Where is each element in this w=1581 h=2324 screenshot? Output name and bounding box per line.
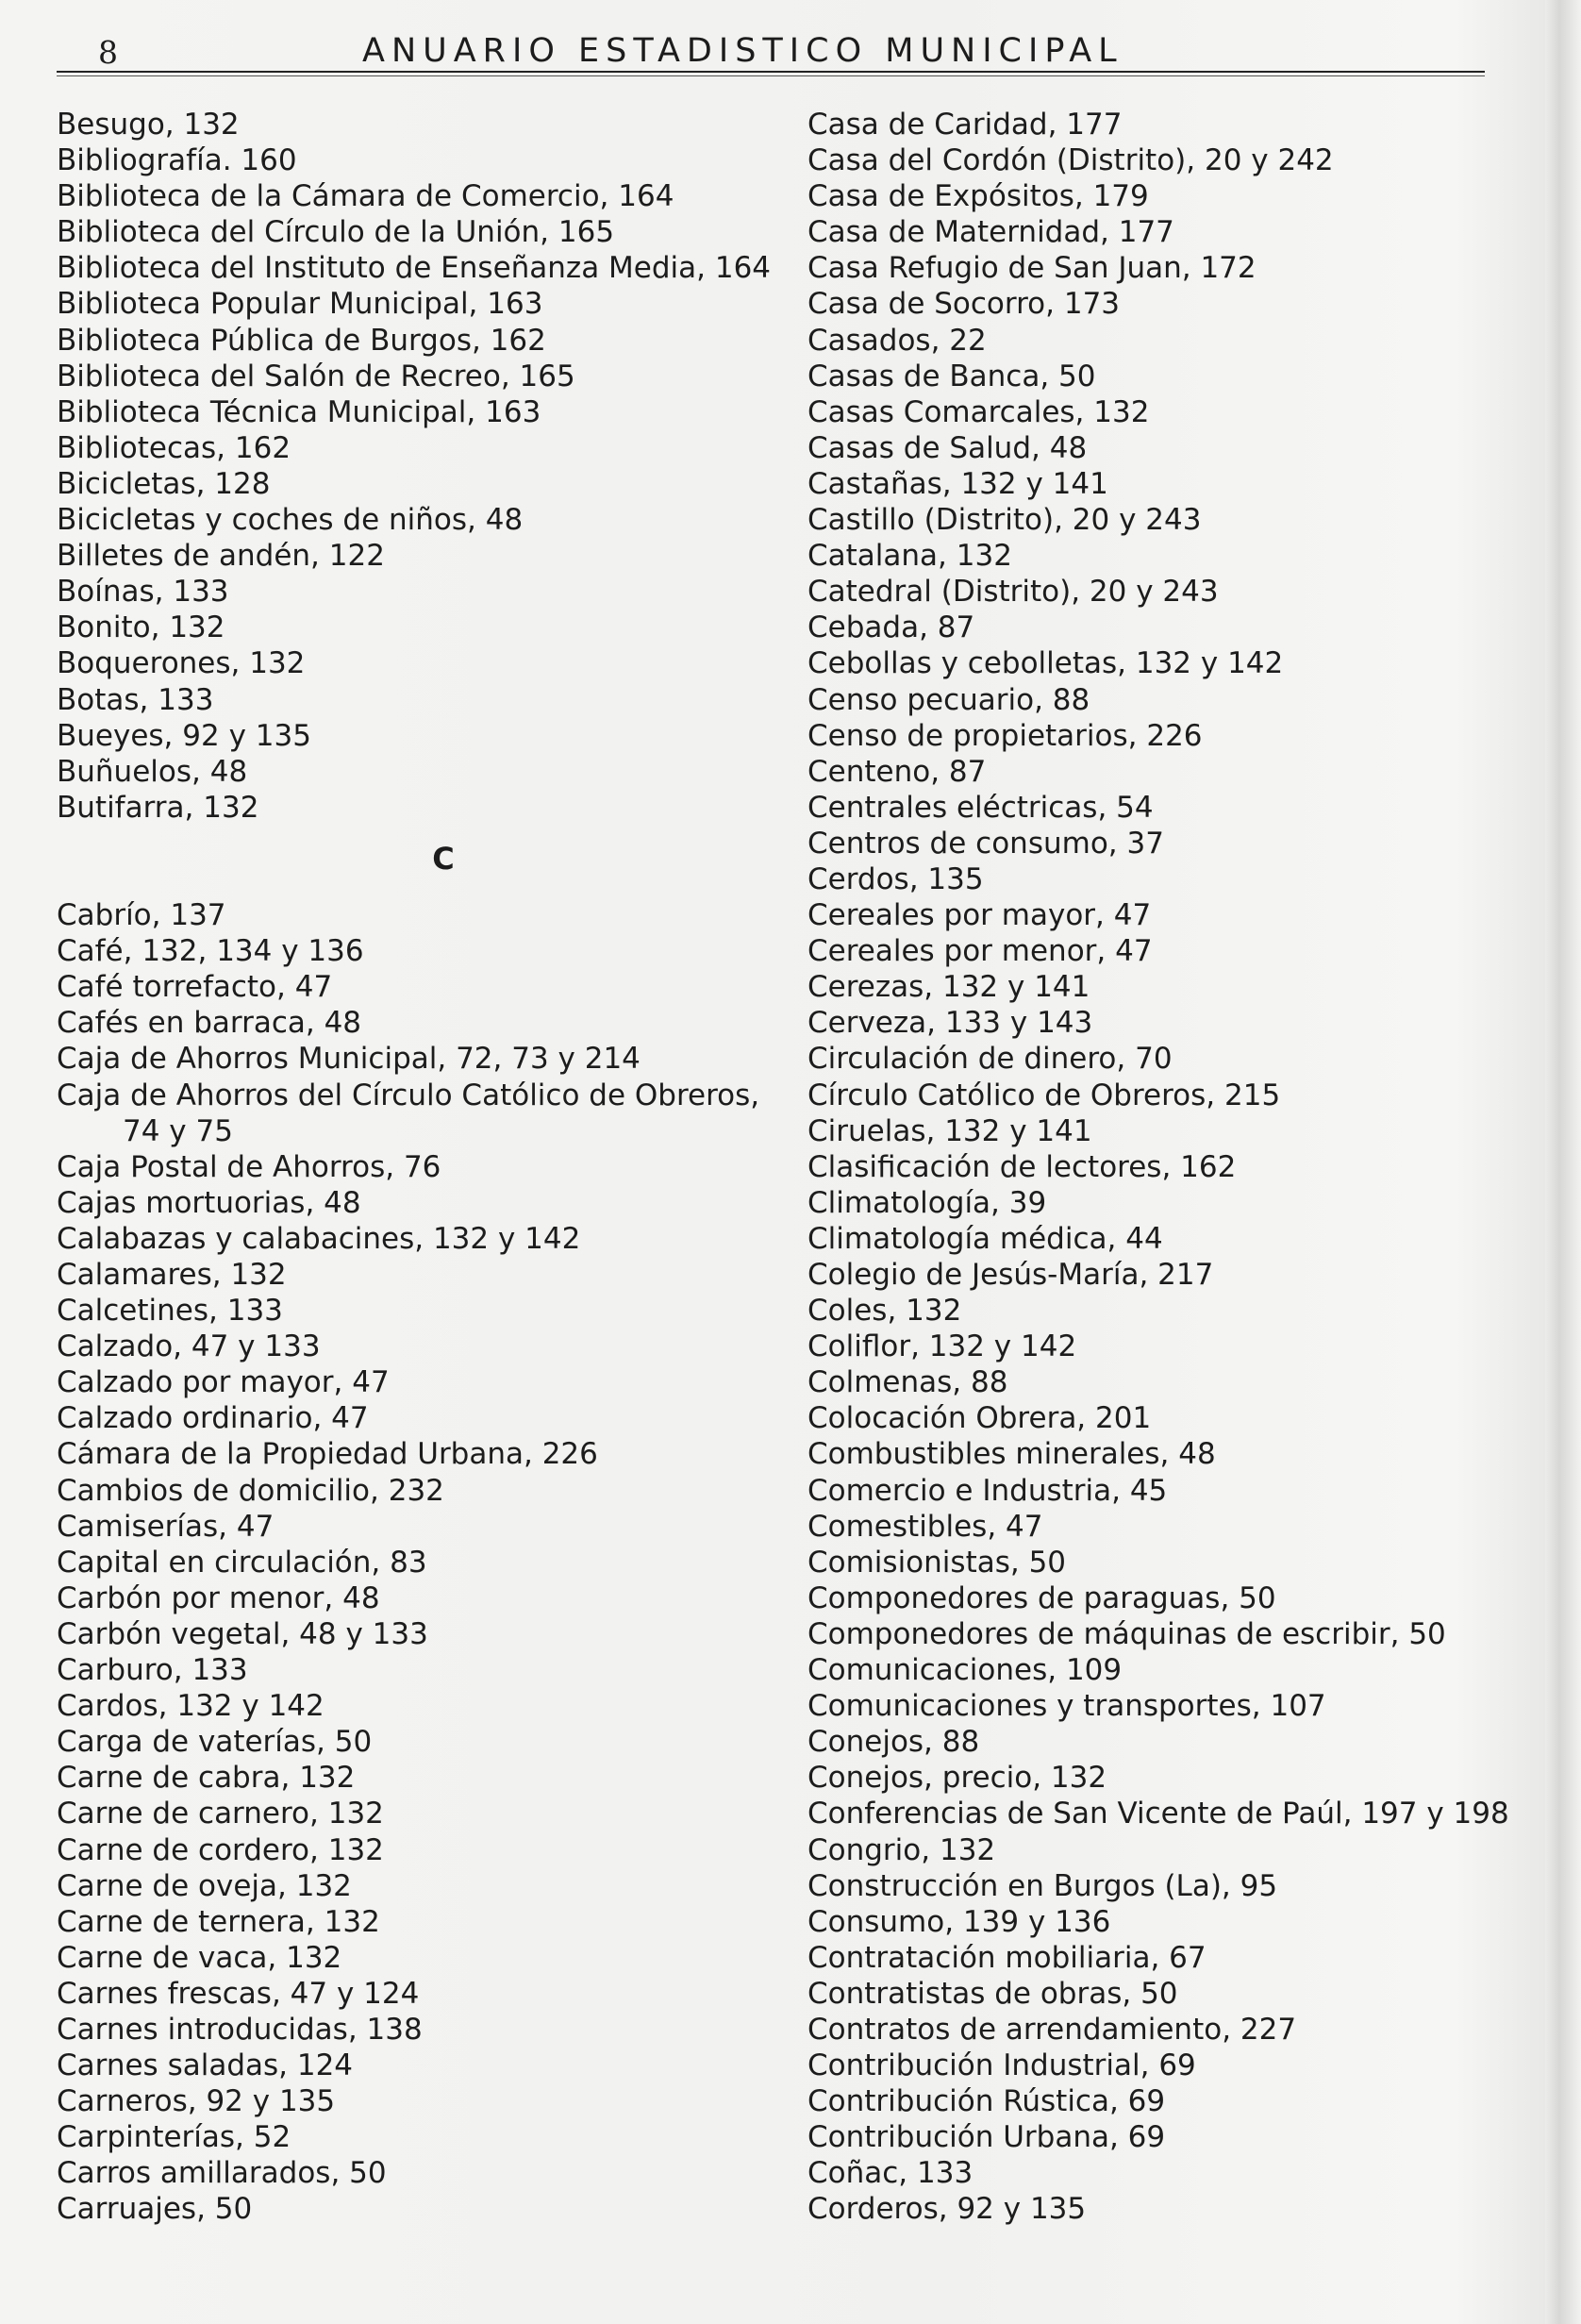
index-entry: Casa de Caridad, 177 (807, 108, 1123, 142)
index-entry: Comunicaciones y transportes, 107 (807, 1689, 1326, 1724)
index-entry: Caja de Ahorros Municipal, 72, 73 y 214 (57, 1042, 641, 1077)
index-entry: Colmenas, 88 (807, 1365, 1008, 1400)
index-entry: Comercio e Industria, 45 (807, 1473, 1168, 1508)
index-entry: Carpinterías, 52 (57, 2120, 291, 2155)
index-entry: Carga de vaterías, 50 (57, 1725, 373, 1760)
index-entry: Conferencias de San Vicente de Paúl, 197 y 198 (807, 1797, 1509, 1831)
index-entry: Contribución Rústica, 69 (807, 2084, 1166, 2119)
index-entry: Cebollas y cebolletas, 132 y 142 (807, 646, 1284, 681)
index-entry: Carne de cordero, 132 (57, 1832, 384, 1867)
index-entry: Ciruelas, 132 y 141 (807, 1113, 1092, 1148)
index-entry: Catalana, 132 (807, 539, 1012, 574)
index-entry: Cabrío, 137 (57, 898, 226, 933)
index-entry: Cerdos, 135 (807, 861, 984, 896)
index-entry: Comestibles, 47 (807, 1509, 1043, 1544)
index-entry: Bicicletas, 128 (57, 466, 271, 501)
index-entry: Calabazas y calabacines, 132 y 142 (57, 1221, 581, 1256)
index-entry: Cereales por mayor, 47 (807, 898, 1152, 933)
index-entry-continuation: 74 y 75 (123, 1113, 233, 1148)
index-entry: Censo pecuario, 88 (807, 682, 1090, 717)
index-entry: Buñuelos, 48 (57, 754, 248, 789)
index-entry: Carne de ternera, 132 (57, 1904, 380, 1939)
index-column-right (807, 107, 1553, 2228)
index-group-b (57, 107, 802, 826)
index-entry: Carbón vegetal, 48 y 133 (57, 1616, 428, 1651)
index-entry: Contratistas de obras, 50 (807, 1976, 1178, 2011)
index-entry: Casa de Expósitos, 179 (807, 179, 1149, 214)
index-entry: Calzado ordinario, 47 (57, 1401, 369, 1436)
index-entry: Colegio de Jesús-María, 217 (807, 1258, 1214, 1292)
index-entry: Capital en circulación, 83 (57, 1545, 427, 1580)
index-entry: Bonito, 132 (57, 610, 225, 645)
page-header (98, 32, 1483, 75)
index-entry: Cereales por menor, 47 (807, 934, 1153, 969)
index-entry: Cardos, 132 y 142 (57, 1689, 325, 1724)
index-entry: Bibliografía. 160 (57, 143, 297, 178)
index-group-right (807, 107, 1553, 2228)
index-entry: Carruajes, 50 (57, 2192, 253, 2227)
index-entry: Climatología médica, 44 (807, 1221, 1163, 1256)
index-entry: Botas, 133 (57, 682, 214, 717)
index-entry: Cebada, 87 (807, 610, 975, 645)
index-entry: Comisionistas, 50 (807, 1545, 1067, 1580)
index-entry: Carne de cabra, 132 (57, 1761, 356, 1796)
index-entry: Cajas mortuorias, 48 (57, 1185, 361, 1220)
index-entry: Cerezas, 132 y 141 (807, 970, 1090, 1005)
index-entry: Casados, 22 (807, 323, 987, 358)
index-entry: Carbón por menor, 48 (57, 1580, 380, 1615)
index-entry: Camiserías, 47 (57, 1509, 275, 1544)
index-entry: Carneros, 92 y 135 (57, 2084, 336, 2119)
index-entry: Contribución Urbana, 69 (807, 2120, 1166, 2155)
index-entry: Círculo Católico de Obreros, 215 (807, 1078, 1281, 1112)
index-entry: Calzado, 47 y 133 (57, 1329, 321, 1364)
index-entry: Carnes introducidas, 138 (57, 2012, 423, 2047)
index-entry: Carne de vaca, 132 (57, 1940, 342, 1975)
index-entry: Carnes saladas, 124 (57, 2048, 354, 2083)
index-entry: Conejos, precio, 132 (807, 1761, 1107, 1796)
index-entry: Catedral (Distrito), 20 y 243 (807, 575, 1219, 610)
index-entry: Café, 132, 134 y 136 (57, 934, 364, 969)
index-entry: Carburo, 133 (57, 1653, 248, 1688)
index-entry: Clasificación de lectores, 162 (807, 1149, 1237, 1184)
index-entry: Caja Postal de Ahorros, 76 (57, 1149, 441, 1184)
index-entry: Caja de Ahorros del Círculo Católico de Obreros, (57, 1078, 760, 1112)
index-entry: Butifarra, 132 (57, 790, 259, 825)
page-number: 8 (98, 34, 119, 71)
index-entry: Biblioteca de la Cámara de Comercio, 164 (57, 179, 674, 214)
index-entry: Congrio, 132 (807, 1832, 996, 1867)
index-entry: Censo de propietarios, 226 (807, 718, 1203, 753)
index-entry: Casa del Cordón (Distrito), 20 y 242 (807, 143, 1334, 178)
section-letter-c: C (432, 840, 455, 877)
index-entry: Calcetines, 133 (57, 1294, 283, 1329)
index-entry: Castañas, 132 y 141 (807, 466, 1108, 501)
index-entry: Colocación Obrera, 201 (807, 1401, 1152, 1436)
index-entry: Circulación de dinero, 70 (807, 1042, 1173, 1077)
index-entry: Café torrefacto, 47 (57, 970, 333, 1005)
index-entry: Casas de Banca, 50 (807, 359, 1096, 393)
index-entry: Besugo, 132 (57, 108, 240, 142)
index-entry: Casas de Salud, 48 (807, 430, 1088, 465)
index-entry: Boínas, 133 (57, 575, 229, 610)
index-entry: Coñac, 133 (807, 2156, 974, 2191)
index-entry: Conejos, 88 (807, 1725, 980, 1760)
index-entry: Biblioteca Técnica Municipal, 163 (57, 394, 541, 429)
index-entry: Consumo, 139 y 136 (807, 1904, 1111, 1939)
index-entry: Coliflor, 132 y 142 (807, 1329, 1077, 1364)
index-entry: Cafés en barraca, 48 (57, 1006, 362, 1041)
index-entry: Billetes de andén, 122 (57, 539, 385, 574)
index-entry: Centeno, 87 (807, 754, 987, 789)
index-entry: Biblioteca del Círculo de la Unión, 165 (57, 215, 615, 250)
index-entry: Biblioteca del Instituto de Enseñanza Media, 164 (57, 251, 772, 286)
index-entry: Boquerones, 132 (57, 646, 306, 681)
index-entry: Corderos, 92 y 135 (807, 2192, 1087, 2227)
index-entry: Castillo (Distrito), 20 y 243 (807, 503, 1202, 538)
index-entry: Combustibles minerales, 48 (807, 1437, 1216, 1472)
index-entry: Cambios de domicilio, 232 (57, 1473, 444, 1508)
index-entry: Carros amillarados, 50 (57, 2156, 387, 2191)
running-title: ANUARIO ESTADISTICO MUNICIPAL (362, 32, 1123, 70)
index-entry: Biblioteca Popular Municipal, 163 (57, 287, 543, 322)
index-entry: Casas Comarcales, 132 (807, 394, 1150, 429)
index-entry: Calamares, 132 (57, 1258, 287, 1292)
index-entry: Comunicaciones, 109 (807, 1653, 1123, 1688)
index-entry: Climatología, 39 (807, 1185, 1047, 1220)
index-entry: Carne de carnero, 132 (57, 1797, 384, 1831)
index-column-left (57, 107, 802, 2228)
index-entry: Centrales eléctricas, 54 (807, 790, 1154, 825)
index-entry: Biblioteca Pública de Burgos, 162 (57, 323, 546, 358)
index-entry: Contratos de arrendamiento, 227 (807, 2012, 1297, 2047)
index-group-c (57, 1149, 802, 2228)
index-entry: Componedores de paraguas, 50 (807, 1580, 1276, 1615)
header-rule-double (57, 75, 1485, 76)
index-entry: Contribución Industrial, 69 (807, 2048, 1196, 2083)
header-rule (57, 71, 1485, 73)
index-entry: Carne de oveja, 132 (57, 1868, 352, 1903)
index-entry: Componedores de máquinas de escribir, 50 (807, 1616, 1446, 1651)
index-entry: Carnes frescas, 47 y 124 (57, 1976, 420, 2011)
index-entry: Bueyes, 92 y 135 (57, 718, 311, 753)
index-entry: Casa de Socorro, 173 (807, 287, 1121, 322)
index-entry: Construcción en Burgos (La), 95 (807, 1868, 1278, 1903)
index-entry: Centros de consumo, 37 (807, 826, 1164, 861)
index-entry: Bibliotecas, 162 (57, 430, 291, 465)
index-entry: Biblioteca del Salón de Recreo, 165 (57, 359, 575, 393)
index-group-c-start (57, 897, 802, 1113)
index-entry: Calzado por mayor, 47 (57, 1365, 390, 1400)
index-entry: Cerveza, 133 y 143 (807, 1006, 1093, 1041)
index-entry: Contratación mobiliaria, 67 (807, 1940, 1207, 1975)
index-entry: Bicicletas y coches de niños, 48 (57, 503, 524, 538)
index-entry: Cámara de la Propiedad Urbana, 226 (57, 1437, 598, 1472)
index-entry: Casa Refugio de San Juan, 172 (807, 251, 1256, 286)
index-entry: Casa de Maternidad, 177 (807, 215, 1174, 250)
index-entry: Coles, 132 (807, 1294, 962, 1329)
